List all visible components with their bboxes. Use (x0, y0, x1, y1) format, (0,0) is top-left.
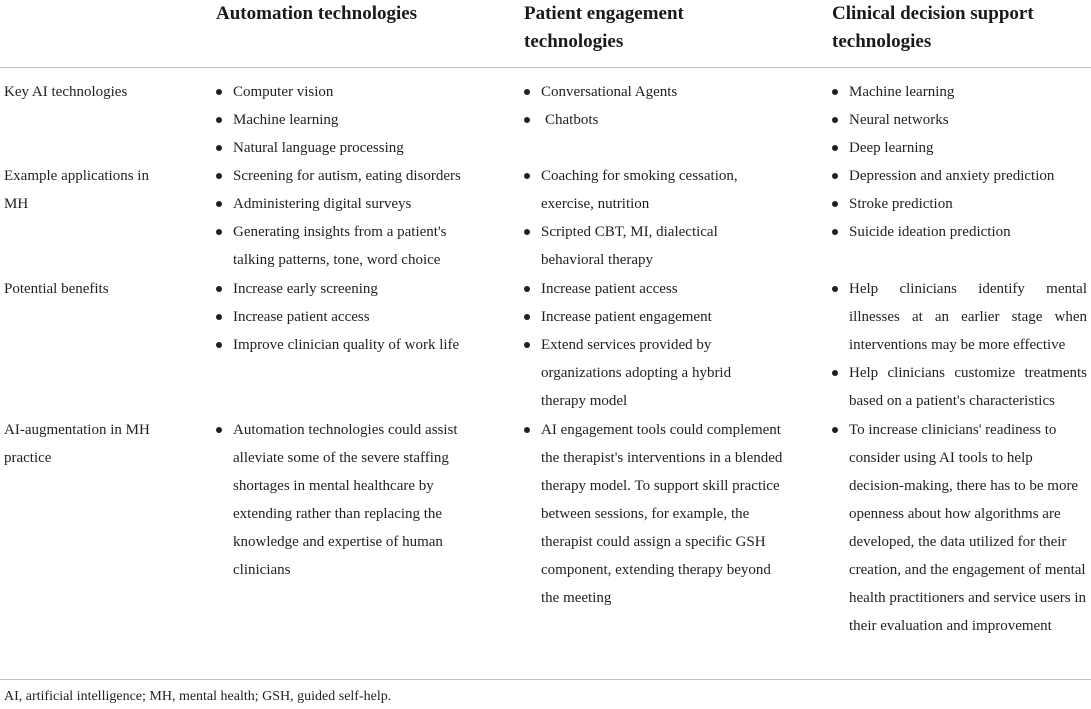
cell-augmentation-clinical (832, 416, 1087, 640)
cell-key-ai-automation (216, 78, 501, 162)
cell-applications-clinical (832, 162, 1087, 246)
list-item: Natural language processing (216, 134, 501, 162)
bullet-icon (216, 342, 222, 348)
bullet-icon (832, 427, 838, 433)
row-label-example-applications: Example applications in MH (4, 168, 149, 212)
list-item: Increase early screening (216, 275, 501, 303)
column-header-automation: Automation technologies (216, 3, 418, 24)
bullet-icon (524, 229, 530, 235)
list-item: Deep learning (832, 134, 1087, 162)
row-label-ai-augmentation: AI-augmentation in MH practice (4, 422, 150, 466)
list-item: Improve clinician quality of work life (216, 331, 501, 359)
bullet-icon (524, 342, 530, 348)
list-item: Computer vision (216, 78, 501, 106)
list-item: Chatbots (524, 106, 804, 134)
list-item: Coaching for smoking cessation, exercise, nutrition (524, 162, 764, 218)
cell-benefits-automation (216, 275, 501, 359)
bullet-icon (524, 89, 530, 95)
bullet-icon (216, 229, 222, 235)
bullet-icon (216, 427, 222, 433)
list-item: Administering digital surveys (216, 190, 478, 218)
cell-augmentation-automation (216, 416, 478, 584)
table-footnote: AI, artificial intelligence; MH, mental health; GSH, guided self-help. (4, 689, 392, 704)
bullet-icon (524, 173, 530, 179)
list-item: Neural networks (832, 106, 1087, 134)
list-item: Extend services provided by organizations adopting a hybrid therapy model (524, 331, 749, 415)
list-item: Machine learning (832, 78, 1087, 106)
cell-augmentation-patient (524, 416, 784, 612)
cell-applications-automation (216, 162, 478, 274)
bullet-icon (832, 173, 838, 179)
list-item: Conversational Agents (524, 78, 804, 106)
bullet-icon (216, 89, 222, 95)
cell-key-ai-patient (524, 78, 804, 134)
bullet-icon (524, 117, 530, 123)
list-item: Automation technologies could assist alleviate some of the severe staffing shortages in mental healthcare by extending rather than replacing the knowledge and expertise of human clinicians (216, 416, 478, 584)
list-item: Increase patient engagement (524, 303, 749, 331)
cell-applications-patient (524, 162, 764, 274)
bullet-icon (832, 229, 838, 235)
cell-key-ai-clinical (832, 78, 1087, 162)
list-item: Help clinicians customize treatments based on a patient's characteristics (832, 359, 1087, 415)
row-label-potential-benefits: Potential benefits (4, 281, 109, 297)
bullet-icon (216, 173, 222, 179)
list-item: Depression and anxiety prediction (832, 162, 1087, 190)
list-item: Stroke prediction (832, 190, 1087, 218)
bullet-icon (216, 117, 222, 123)
bullet-icon (524, 427, 530, 433)
list-item: Increase patient access (524, 275, 749, 303)
row-label-key-ai: Key AI technologies (4, 84, 128, 100)
cell-benefits-patient (524, 275, 749, 415)
list-item: AI engagement tools could complement the therapist's interventions in a blended therapy model. To support skill practice between sessions, for example, the therapist could assign a specific GSH component, extending therapy beyond the meeting (524, 416, 784, 612)
bullet-icon (216, 145, 222, 151)
bullet-icon (524, 286, 530, 292)
list-item: Suicide ideation prediction (832, 218, 1087, 246)
list-item: Generating insights from a patient's talking patterns, tone, word choice (216, 218, 478, 274)
bullet-icon (216, 201, 222, 207)
bullet-icon (832, 201, 838, 207)
column-header-patient-engagement: Patient engagement technologies (524, 3, 684, 52)
list-item: Help clinicians identify mental illnesses at an earlier stage when interventions may be more effective (832, 275, 1087, 359)
bullet-icon (216, 286, 222, 292)
bullet-icon (832, 89, 838, 95)
header-rule (0, 67, 1091, 68)
list-item: Machine learning (216, 106, 501, 134)
bullet-icon (832, 370, 838, 376)
bullet-icon (832, 145, 838, 151)
list-item: Increase patient access (216, 303, 501, 331)
bullet-icon (216, 314, 222, 320)
bullet-icon (524, 314, 530, 320)
list-item: Screening for autism, eating disorders (216, 162, 478, 190)
bullet-icon (832, 117, 838, 123)
cell-benefits-clinical (832, 275, 1087, 415)
list-item: Scripted CBT, MI, dialectical behavioral therapy (524, 218, 764, 274)
table-bottom-rule (0, 679, 1091, 680)
column-header-clinical-decision-support: Clinical decision support technologies (832, 3, 1034, 52)
bullet-icon (832, 286, 838, 292)
list-item: To increase clinicians' readiness to consider using AI tools to help decision-making, there has to be more openness about how algorithms are developed, the data utilized for their creation, and the engagement of mental health practitioners and service users in their evaluation and improvement (832, 416, 1087, 640)
